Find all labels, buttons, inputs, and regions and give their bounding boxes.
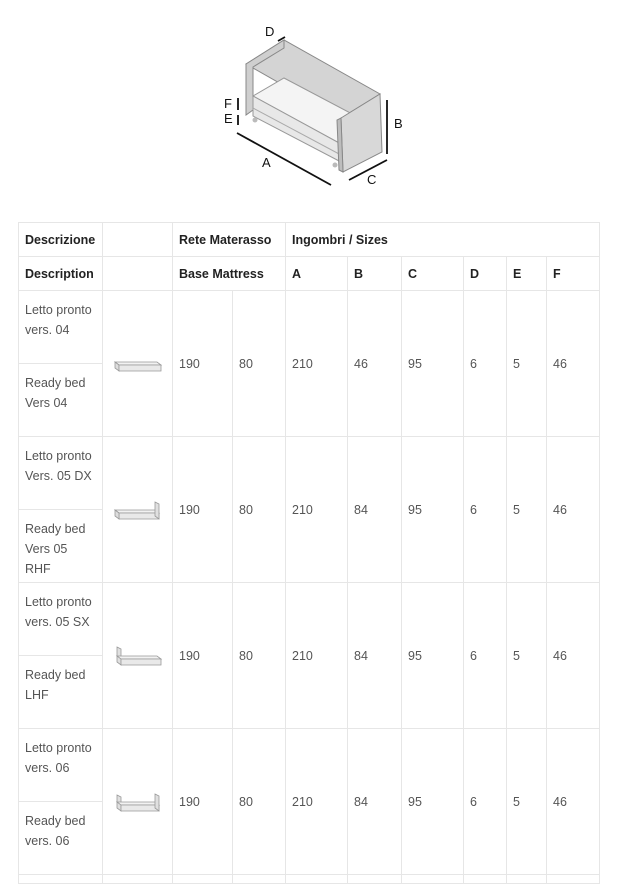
- bed-thumbnail-icon: [113, 789, 163, 815]
- dim-label-e: E: [224, 111, 233, 126]
- cell-e: 5: [507, 729, 547, 875]
- bed-thumbnail-icon: [113, 354, 163, 374]
- cell-a: 210: [286, 729, 348, 875]
- cell-e: 5: [507, 583, 547, 729]
- table-row: [19, 583, 600, 656]
- cell-base: 190: [173, 437, 233, 583]
- cell-b: 84: [348, 583, 402, 729]
- cell-b: 84: [348, 729, 402, 875]
- header-row-italian: [19, 223, 600, 257]
- dim-label-c: C: [367, 172, 377, 187]
- header-c: C: [402, 257, 464, 291]
- header-b: B: [348, 257, 402, 291]
- cell-a: 210: [286, 291, 348, 437]
- header-f: F: [547, 257, 600, 291]
- cell-a: 210: [286, 583, 348, 729]
- cell-b: 46: [348, 291, 402, 437]
- header-rete-materasso: Rete Materasso: [173, 223, 286, 257]
- cell-base: 190: [173, 729, 233, 875]
- row-name-english: Ready bed Vers 05 RHF: [19, 510, 103, 583]
- cell-base: 190: [173, 583, 233, 729]
- row-thumbnail: [103, 729, 173, 875]
- dim-label-f: F: [224, 96, 232, 111]
- table-row: [19, 291, 600, 364]
- bed-thumbnail-icon: [113, 643, 163, 669]
- cell-e: 5: [507, 291, 547, 437]
- row-name-italian: Letto pronto vers. 04: [19, 291, 103, 364]
- row-name-english: Ready bed LHF: [19, 656, 103, 729]
- cell-a: 210: [286, 437, 348, 583]
- cell-f: 46: [547, 583, 600, 729]
- cell-f: 46: [547, 291, 600, 437]
- bed-dimension-diagram: [215, 20, 415, 190]
- header-description: Description: [19, 257, 103, 291]
- cell-mattress: 80: [233, 291, 286, 437]
- row-thumbnail: [103, 437, 173, 583]
- cell-c: 95: [402, 437, 464, 583]
- header-e: E: [507, 257, 547, 291]
- bed-thumbnail-icon: [113, 498, 163, 522]
- cell-d: 6: [464, 729, 507, 875]
- dim-label-b: B: [394, 116, 403, 131]
- row-name-italian: Letto pronto Vers. 05 DX: [19, 437, 103, 510]
- row-thumbnail: [103, 583, 173, 729]
- cell-d: 6: [464, 437, 507, 583]
- cell-c: 95: [402, 583, 464, 729]
- cell-e: 5: [507, 437, 547, 583]
- cell-d: 6: [464, 291, 507, 437]
- cell-mattress: 80: [233, 437, 286, 583]
- dim-label-a: A: [262, 155, 271, 170]
- cell-mattress: 80: [233, 583, 286, 729]
- row-name-english: Ready bed Vers 04: [19, 364, 103, 437]
- row-name-italian: Letto pronto vers. 05 SX: [19, 583, 103, 656]
- table-row-partial: [19, 875, 600, 884]
- row-thumbnail: [103, 291, 173, 437]
- cell-d: 6: [464, 583, 507, 729]
- table-row: [19, 437, 600, 510]
- cell-b: 84: [348, 437, 402, 583]
- dim-label-d: D: [265, 24, 275, 39]
- header-base-mattress: Base Mattress: [173, 257, 286, 291]
- row-name-italian: Letto pronto vers. 06: [19, 729, 103, 802]
- cell-c: 95: [402, 729, 464, 875]
- cell-mattress: 80: [233, 729, 286, 875]
- row-name-english: Ready bed vers. 06: [19, 802, 103, 875]
- header-row-english: [19, 257, 600, 291]
- header-descrizione: Descrizione: [19, 223, 103, 257]
- table-row: [19, 729, 600, 802]
- cell-c: 95: [402, 291, 464, 437]
- header-d: D: [464, 257, 507, 291]
- cell-f: 46: [547, 437, 600, 583]
- header-a: A: [286, 257, 348, 291]
- cell-f: 46: [547, 729, 600, 875]
- header-ingombri: Ingombri / Sizes: [286, 223, 600, 257]
- cell-base: 190: [173, 291, 233, 437]
- sizes-table: [18, 222, 600, 884]
